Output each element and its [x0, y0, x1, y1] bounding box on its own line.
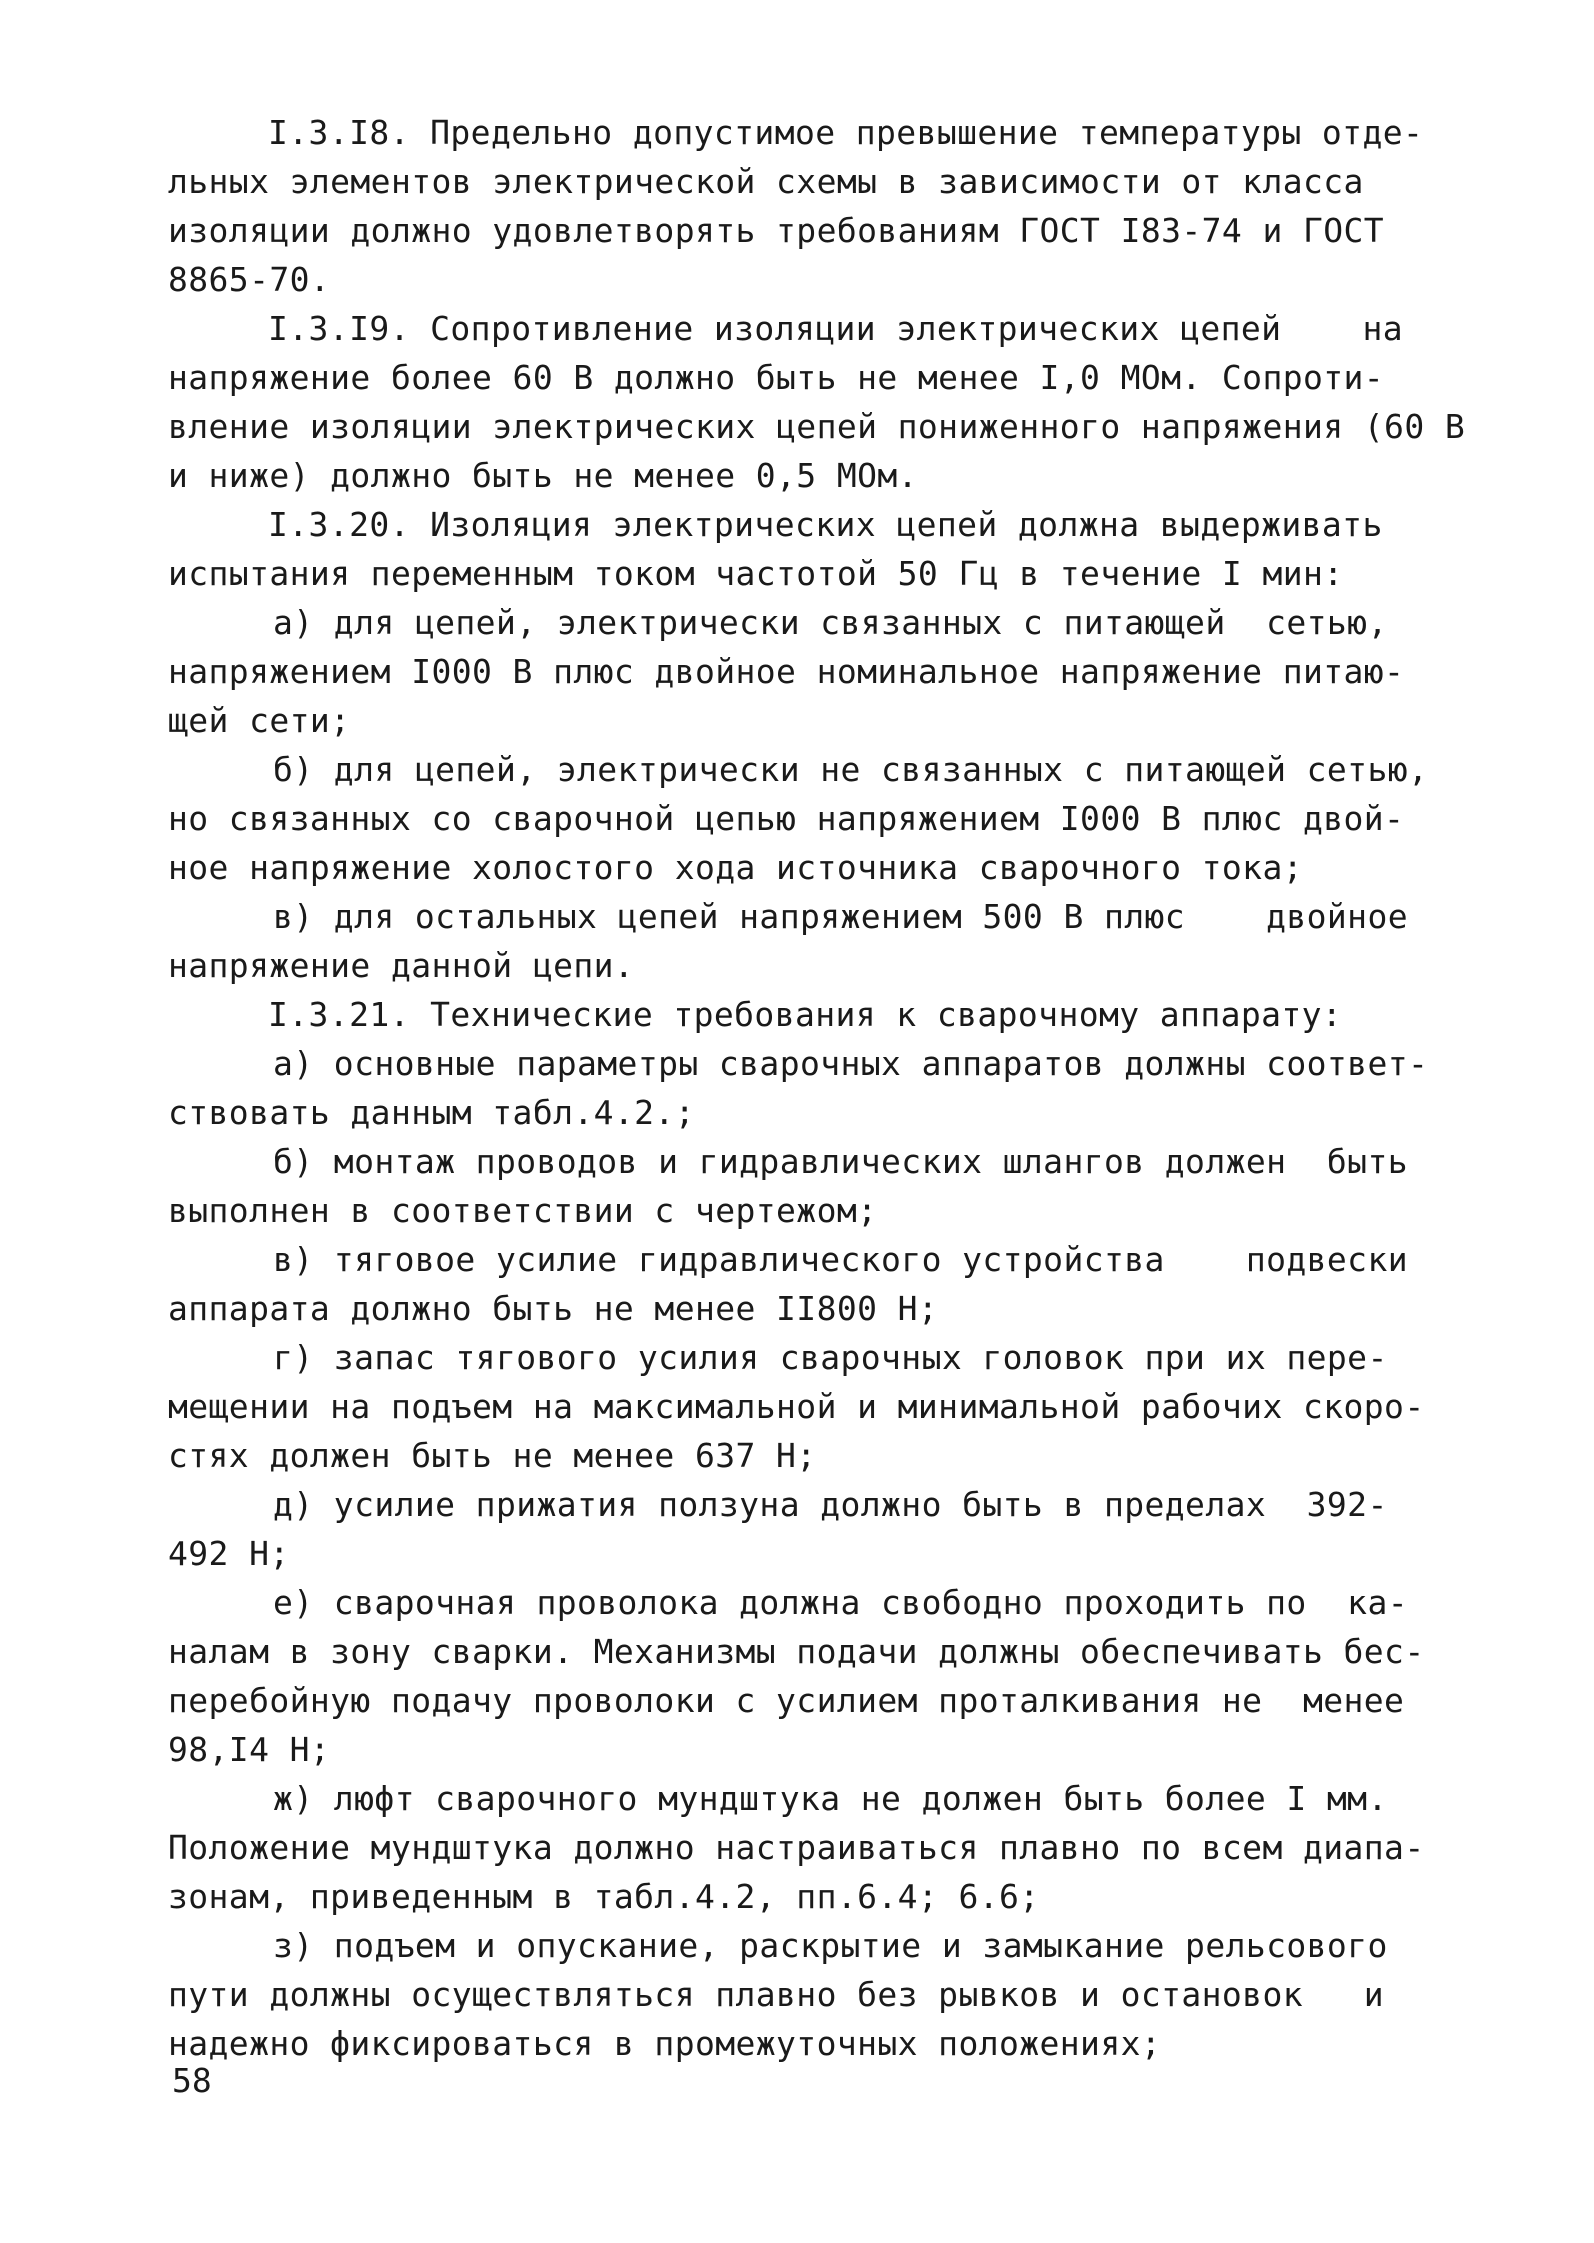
- paragraph-line: и ниже) должно быть не менее 0,5 МОм.: [168, 456, 918, 495]
- paragraph-line: I.3.I8. Предельно допустимое превышение температуры отде-: [268, 113, 1424, 152]
- paragraph-line: изоляции должно удовлетворять требованиям ГОСТ I83-74 и ГОСТ: [168, 211, 1385, 250]
- page-number: 58: [172, 2061, 212, 2100]
- paragraph-line: б) для цепей, электрически не связанных с питающей сетью,: [273, 750, 1429, 789]
- paragraph-line: зонам, приведенным в табл.4.2, пп.6.4; 6.6;: [168, 1877, 1040, 1916]
- paragraph-line: е) сварочная проволока должна свободно проходить по ка-: [273, 1583, 1408, 1622]
- paragraph-line: I.3.I9. Сопротивление изоляции электрических цепей на: [268, 309, 1403, 348]
- paragraph-line: з) подъем и опускание, раскрытие и замыкание рельсового: [273, 1926, 1388, 1965]
- paragraph-line: мещении на подъем на максимальной и минимальной рабочих скоро-: [168, 1387, 1425, 1426]
- paragraph-line: 492 Н;: [168, 1534, 290, 1573]
- paragraph-line: налам в зону сварки. Механизмы подачи должны обеспечивать бес-: [168, 1632, 1425, 1671]
- paragraph-line: г) запас тягового усилия сварочных головок при их пере-: [273, 1338, 1388, 1377]
- paragraph-line: 8865-70.: [168, 260, 331, 299]
- paragraph-line: а) основные параметры сварочных аппаратов должны соответ-: [273, 1044, 1429, 1083]
- paragraph-line: I.3.20. Изоляция электрических цепей должна выдерживать: [268, 505, 1383, 544]
- paragraph-line: а) для цепей, электрически связанных с питающей сетью,: [273, 603, 1388, 642]
- paragraph-line: Положение мундштука должно настраиваться плавно по всем диапа-: [168, 1828, 1425, 1867]
- paragraph-line: в) для остальных цепей напряжением 500 В плюс двойное: [273, 897, 1408, 936]
- paragraph-line: напряжением I000 В плюс двойное номинальное напряжение питаю-: [168, 652, 1405, 691]
- paragraph-line: аппарата должно быть не менее II800 Н;: [168, 1289, 939, 1328]
- paragraph-line: пути должны осуществляться плавно без рывков и остановок и: [168, 1975, 1385, 2014]
- paragraph-line: ж) люфт сварочного мундштука не должен быть более I мм.: [273, 1779, 1388, 1818]
- paragraph-line: ное напряжение холостого хода источника сварочного тока;: [168, 848, 1303, 887]
- document-body: [168, 108, 1468, 2068]
- paragraph-line: напряжение данной цепи.: [168, 946, 635, 985]
- paragraph-line: но связанных со сварочной цепью напряжением I000 В плюс двой-: [168, 799, 1405, 838]
- paragraph-line: д) усилие прижатия ползуна должно быть в пределах 392-: [273, 1485, 1388, 1524]
- paragraph-line: 98,I4 Н;: [168, 1730, 331, 1769]
- paragraph-line: в) тяговое усилие гидравлического устройства подвески: [273, 1240, 1408, 1279]
- paragraph-line: ствовать данным табл.4.2.;: [168, 1093, 695, 1132]
- paragraph-line: стях должен быть не менее 637 Н;: [168, 1436, 817, 1475]
- paragraph-line: выполнен в соответствии с чертежом;: [168, 1191, 878, 1230]
- paragraph-line: льных элементов электрической схемы в зависимости от класса: [168, 162, 1364, 201]
- paragraph-line: щей сети;: [168, 701, 351, 740]
- paragraph-line: напряжение более 60 В должно быть не менее I,0 МОм. Сопроти-: [168, 358, 1385, 397]
- paragraph-line: вление изоляции электрических цепей пониженного напряжения (60 В: [168, 407, 1466, 446]
- paragraph-line: б) монтаж проводов и гидравлических шлангов должен быть: [273, 1142, 1408, 1181]
- paragraph-line: перебойную подачу проволоки с усилием проталкивания не менее: [168, 1681, 1405, 1720]
- paragraph-line: испытания переменным током частотой 50 Гц в течение I мин:: [168, 554, 1344, 593]
- paragraph-line: надежно фиксироваться в промежуточных положениях;: [168, 2024, 1162, 2063]
- paragraph-line: I.3.21. Технические требования к сварочному аппарату:: [268, 995, 1343, 1034]
